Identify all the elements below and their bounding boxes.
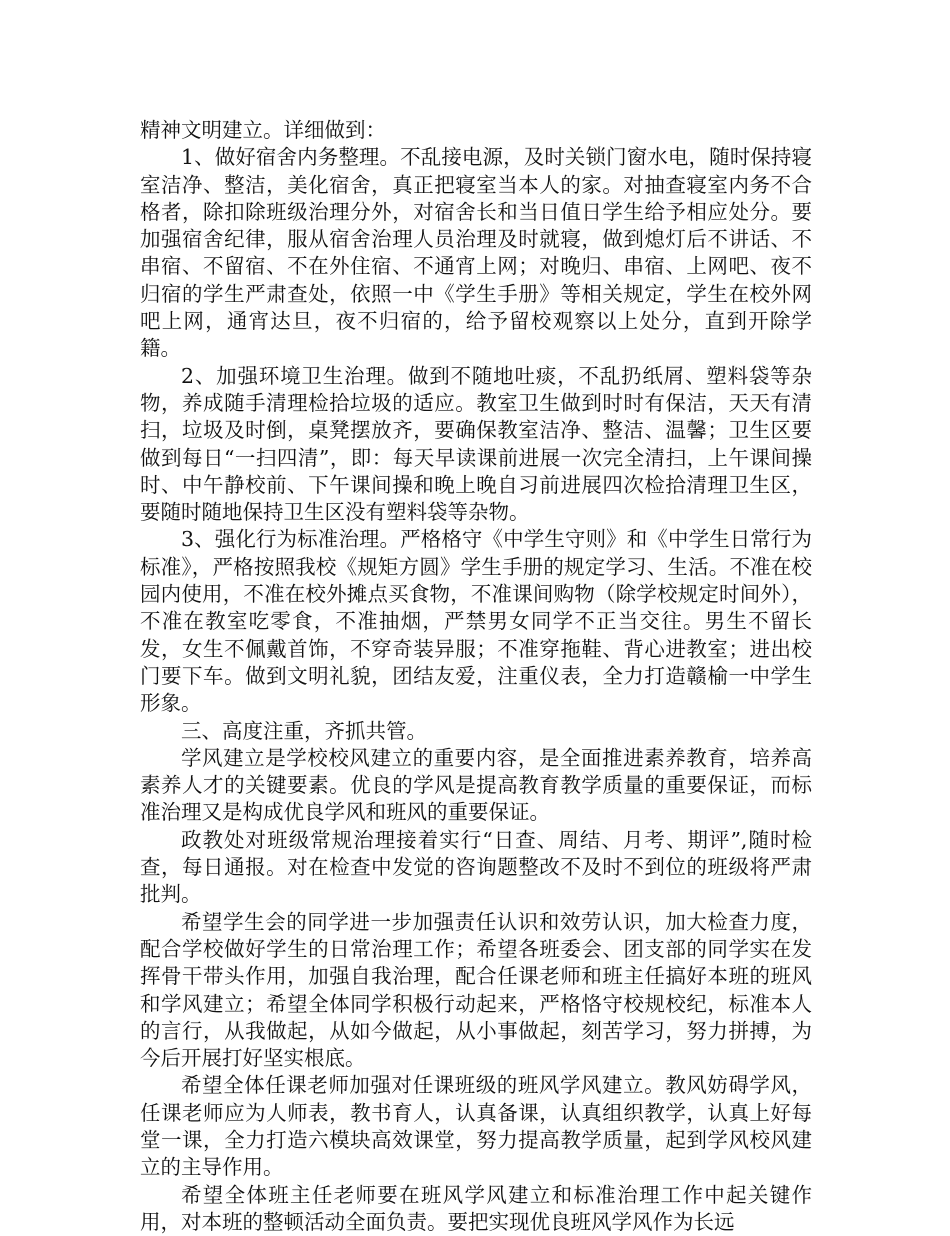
paragraph-teachers: 希望全体任课老师加强对任课班级的班风学风建立。教风妨碍学风，任课老师应为人师表，教书育人，认真备课，认真组织教学，认真上好每堂一课，全力打造六模块高效课堂，努力提高教学质量，起到学风校风建立的主导作用。 — [140, 1073, 812, 1180]
section-heading-three: 三、高度注重，齐抓共管。 — [181, 718, 427, 743]
paragraph-student-union: 希望学生会的同学进一步加强责任认识和效劳认识，加大检查力度，配合学校做好学生的日常治理工作；希望各班委会、团支部的同学实在发挥骨干带头作用，加强自我治理，配合任课老师和班主任搞好本班的班风和学风建立；希望全体同学积极行动起来，严格恪守校规校纪，标准本人的言行，从我做起，从如今做起，从小事做起，刻苦学习，努力拼搏，为今后开展打好坚实根底。 — [140, 909, 812, 1071]
paragraph-study-style: 学风建立是学校校风建立的重要内容，是全面推进素养教育，培养高素养人才的关键要素。优良的学风是提高教育教学质量的重要保证，而标准治理又是构成优良学风和班风的重要保证。 — [140, 745, 812, 825]
document-page — [140, 117, 812, 1236]
paragraph-behavior: 3、强化行为标准治理。严格格守《中学生守则》和《中学生日常行为标准》，严格按照我校《规矩方圆》学生手册的规定学习、生活。不准在校园内使用，不准在校外摊点买食物，不准课间购物（除学校规定时间外），不准在教室吃零食，不准抽烟，严禁男女同学不正当交往。男生不留长发，女生不佩戴首饰，不穿奇装异服；不准穿拖鞋、背心进教室；进出校门要下车。做到文明礼貌，团结友爱，注重仪表，全力打造赣榆一中学生形象。 — [140, 527, 812, 716]
paragraph-head-teachers: 希望全体班主任老师要在班风学风建立和标准治理工作中起关键作用，对本班的整顿活动全面负责。要把实现优良班风学风作为长远 — [140, 1182, 812, 1234]
paragraph-inspection: 政教处对班级常规治理接着实行“日查、周结、月考、期评”,随时检查，每日通报。对在检查中发觉的咨询题整改不及时不到位的班级将严肃批判。 — [140, 827, 812, 907]
paragraph-intro-tail: 精神文明建立。详细做到： — [140, 118, 386, 142]
paragraph-dormitory: 1、做好宿舍内务整理。不乱接电源，及时关锁门窗水电，随时保持寝室洁净、整洁，美化宿舍，真正把寝室当本人的家。对抽查寝室内务不合格者，除扣除班级治理分外，对宿舍长和当日值日学生给予相应处分。要加强宿舍纪律，服从宿舍治理人员治理及时就寝，做到熄灯后不讲话、不串宿、不留宿、不在外住宿、不通宵上网；对晚归、串宿、上网吧、夜不归宿的学生严肃查处，依照一中《学生手册》等相关规定，学生在校外网吧上网，通宵达旦，夜不归宿的，给予留校观察以上处分，直到开除学籍。 — [140, 145, 812, 361]
paragraph-hygiene: 2、加强环境卫生治理。做到不随地吐痰，不乱扔纸屑、塑料袋等杂物，养成随手清理检拾垃圾的适应。教室卫生做到时时有保洁，天天有清扫，垃圾及时倒，桌凳摆放齐，要确保教室洁净、整洁、温馨；卫生区要做到每日“一扫四清”，即：每天早读课前进展一次完全清扫，上午课间操时、中午静校前、下午课间操和晚上晚自习前进展四次检拾清理卫生区，要随时随地保持卫生区没有塑料袋等杂物。 — [140, 363, 812, 525]
